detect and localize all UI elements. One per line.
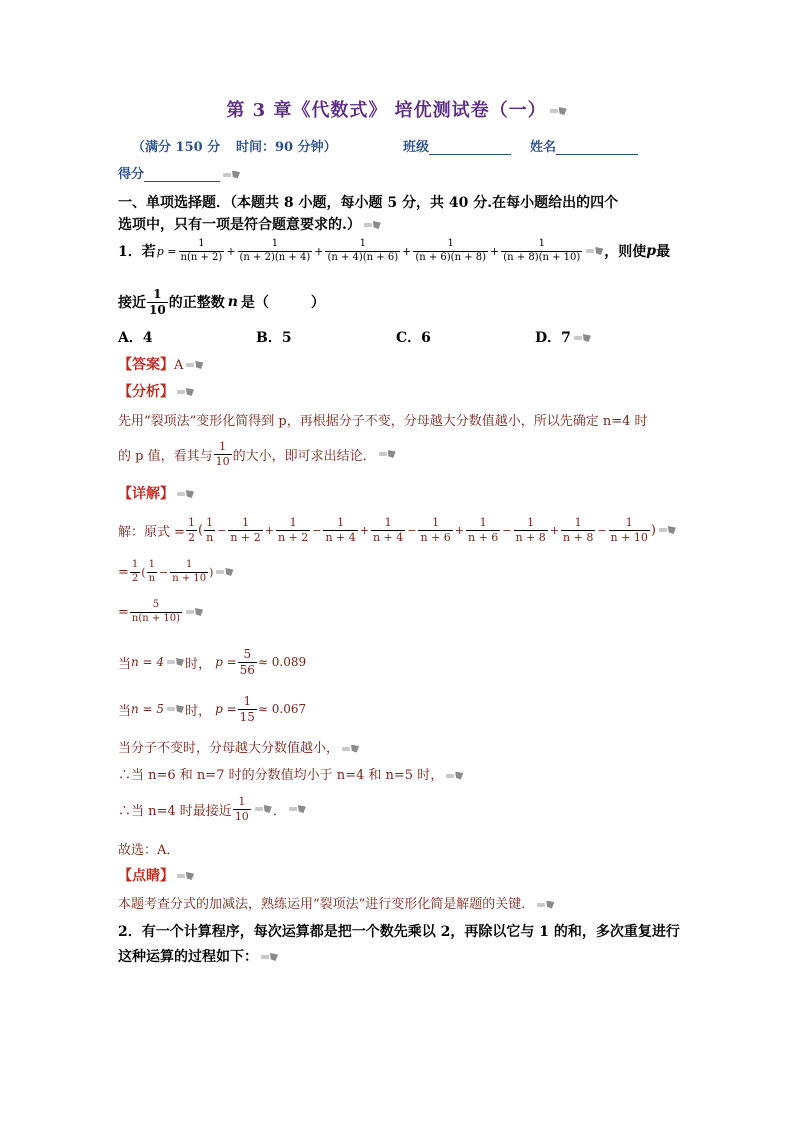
option-c: C．6: [396, 330, 431, 346]
case-n5: 当 n = 5 时， p = $\frac{1}{15}$ ≈ 0.067: [118, 693, 307, 724]
class-field: 班级: [403, 136, 511, 155]
solution-line3: = $\frac{5}{n(n + 10)}$: [118, 595, 204, 629]
marker-icon: [379, 449, 397, 459]
solution-therefore2: ∴当 n=4 时最接近 $\frac{1}{10}$ ．: [118, 790, 307, 828]
marker-icon: [177, 871, 195, 881]
marker-icon: [659, 525, 677, 535]
marker-icon: [289, 804, 307, 814]
q2-line2: 这种运算的过程如下：: [118, 946, 279, 966]
answer: 【答案】A: [118, 354, 204, 374]
marker-icon: [177, 387, 195, 397]
marker-icon: [537, 900, 555, 910]
case-n4: 当 n = 4 时， p = $\frac{5}{56}$ ≈ 0.089: [118, 646, 307, 677]
marker-icon: [167, 704, 185, 714]
solution-therefore1: ∴当 n=6 和 n=7 时的分数值均小于 n=4 和 n=5 时，: [118, 764, 464, 783]
marker-icon: [255, 804, 273, 814]
marker-icon: [342, 744, 360, 754]
marker-icon: [216, 567, 234, 577]
solution-line1: 解：原式 = $\frac{1}{2}$ ( $\frac{1}{n}$ − $\frac{1}{n + 2}$ + $\frac{1}{n + 2}$ − $\frac{1}{n + 4}$ + $\frac{1}{n + 4}$ − $\frac{1}{n + 6}$ + $\frac{1}{n + 6}$ − $\frac{1}{n + 8}$ + $\frac{1}{n + 8}$ − $\frac{1}{n + 10}$ ): [118, 510, 677, 550]
marker-icon: [177, 489, 195, 499]
analysis-label: 【分析】: [118, 381, 195, 401]
solution-line-const: 当分子不变时，分母越大分数值越小，: [118, 737, 360, 756]
marker-icon: [446, 771, 464, 781]
marker-icon: [364, 220, 382, 230]
analysis-line1: 先用“裂项法”变形化简得到 p，再根据分子不变，分母越大分数值越小，所以先确定 n=4 时: [118, 414, 648, 429]
comment-text: 本题考查分式的加减法，熟练运用“裂项法”进行变形化简是解题的关键．: [118, 893, 555, 912]
marker-icon: [586, 246, 604, 256]
marker-icon: [186, 607, 204, 617]
choose-answer: 故选：A．: [118, 843, 180, 858]
marker-icon: [550, 106, 568, 116]
page-title: 第 3 章《代数式》 培优测试卷（一）: [0, 96, 794, 122]
marker-icon: [223, 170, 241, 180]
option-d: D．7: [535, 327, 592, 347]
q1-stem-line2: 接近 $\frac{1}{10}$ 的正整数 n 是（ ）: [118, 286, 325, 317]
score-field: 得分: [118, 163, 241, 182]
q1-stem: 1．若 p = $\frac{1}{n(n + 2)}$ + $\frac{1}{(n + 2)(n + 4)}$ + $\frac{1}{(n + 4)(n + 6)}$ + $\frac{1}{(n + 6)(n + 8)}$ + $\frac{1}{(n + 8)(n + 10)}$ ，则使 p 最: [118, 238, 671, 263]
marker-icon: [186, 360, 204, 370]
option-a: A．4: [118, 330, 153, 346]
q2-line1: 2．有一个计算程序，每次运算都是把一个数先乘以 2，再除以它与 1 的和，多次重复进行: [118, 924, 680, 940]
marker-icon: [261, 952, 279, 962]
exam-time: 时间：90 分钟）: [236, 140, 337, 155]
solution-line2: = $\frac{1}{2}$ ( $\frac{1}{n}$ − $\frac{1}{n + 10}$ ): [118, 556, 234, 588]
section-heading-line2: 选项中，只有一项是符合题意要求的.）: [118, 214, 382, 234]
marker-icon: [574, 333, 592, 343]
analysis-line2: 的 p 值，看其与 $\frac{1}{10}$ 的大小，即可求出结论．: [118, 436, 397, 472]
full-score: （满分 150 分: [132, 140, 221, 155]
option-b: B．5: [256, 330, 292, 346]
name-field: 姓名: [530, 136, 638, 155]
detail-label: 【详解】: [118, 483, 195, 503]
marker-icon: [167, 657, 185, 667]
comment-label: 【点睛】: [118, 865, 195, 885]
section-heading-line1: 一、单项选择题．（本题共 8 小题，每小题 5 分，共 40 分.在每小题给出的四个: [118, 195, 619, 211]
